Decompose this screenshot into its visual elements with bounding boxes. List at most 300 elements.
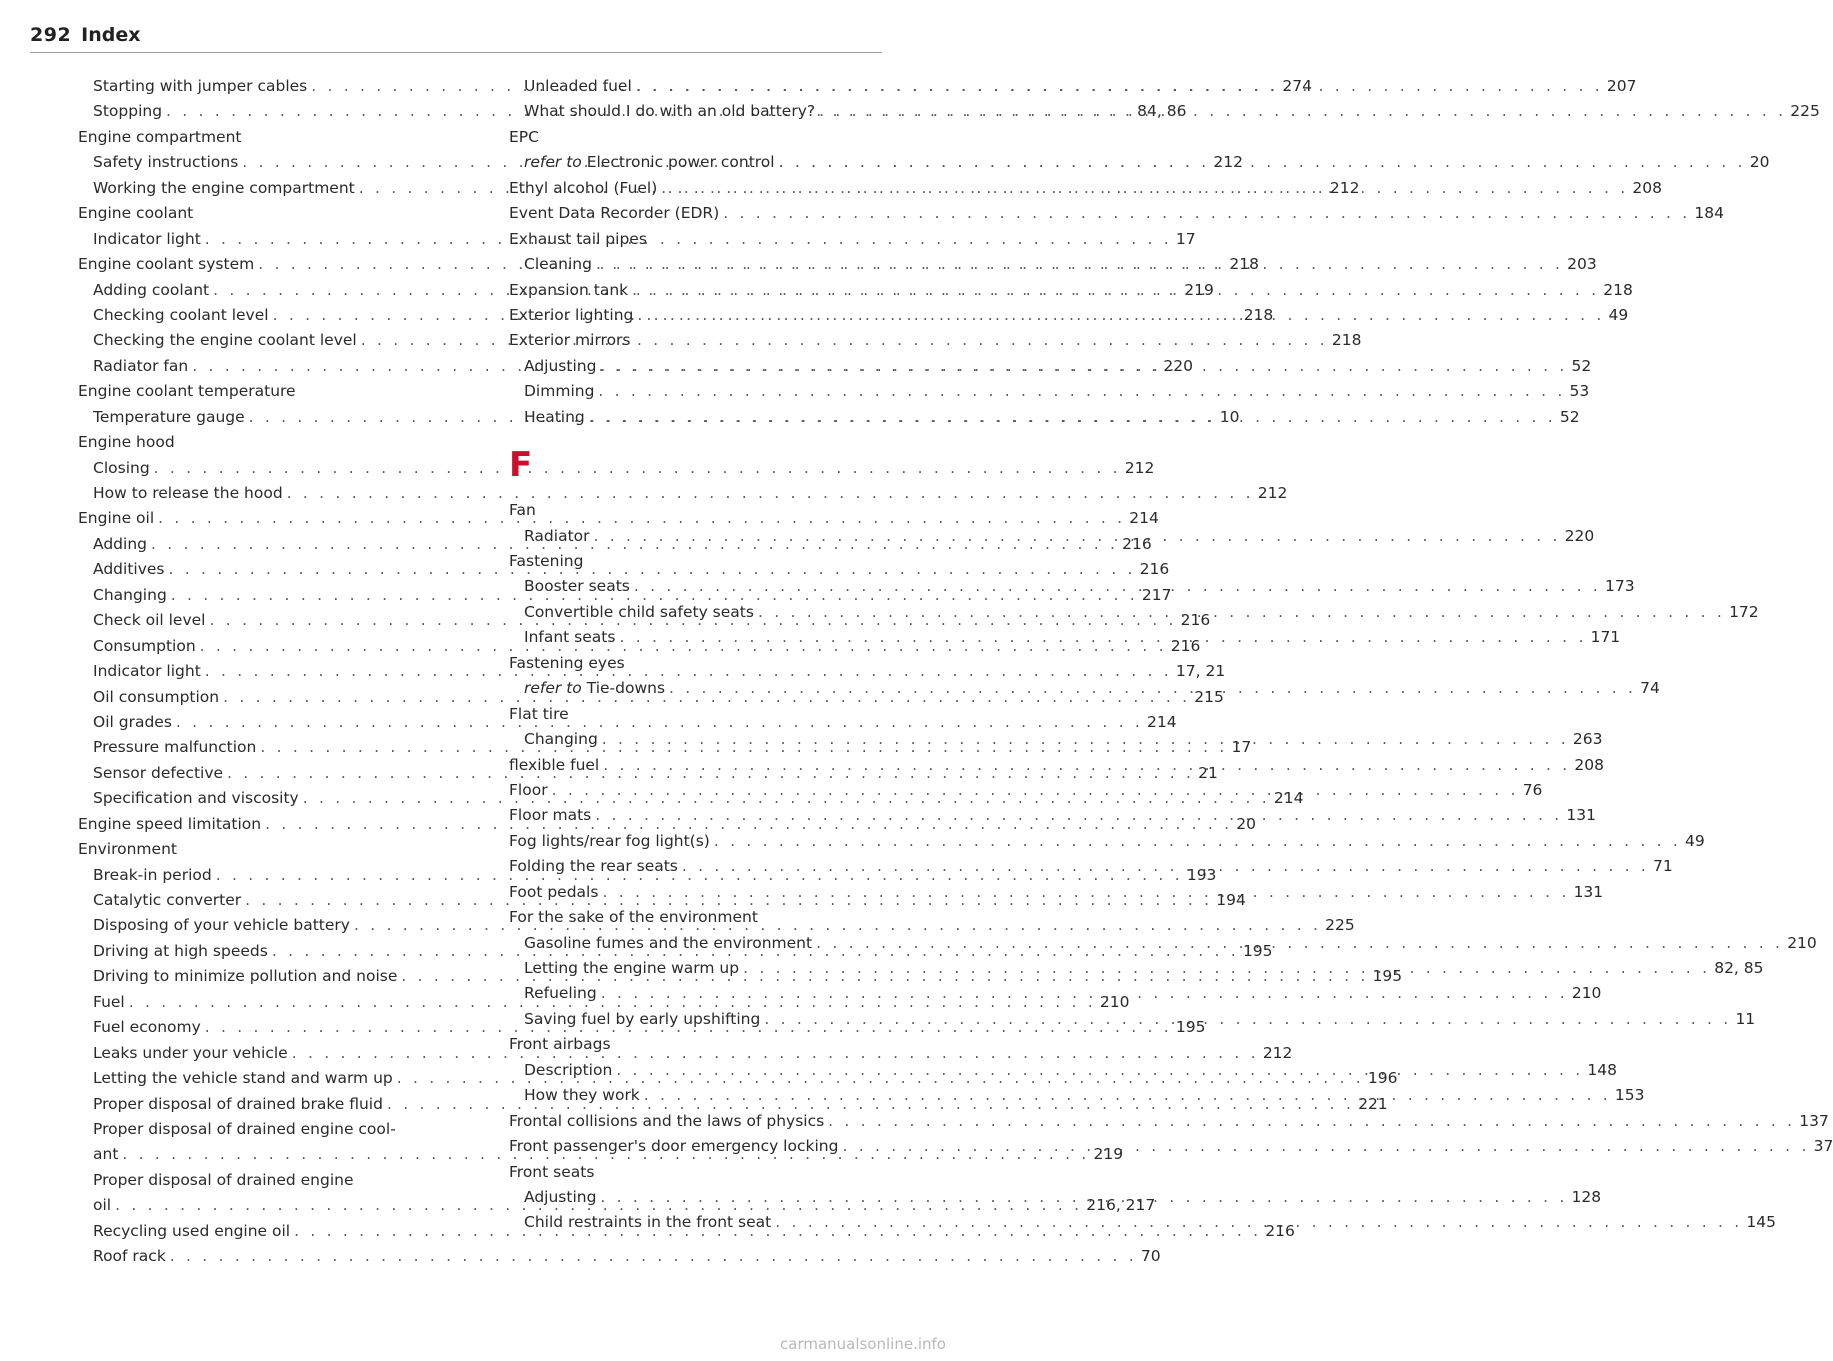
page-reference: 221 (1358, 1094, 1388, 1113)
index-term: Exhaust tail pipes (509, 229, 647, 248)
page-reference: 216 (1139, 560, 1170, 579)
dot-leader (598, 379, 1565, 404)
page-reference: 153 (1614, 1086, 1645, 1105)
index-heading (509, 1160, 882, 1185)
index-subentry (78, 1244, 1161, 1269)
index-term-text: Indicator light (93, 662, 201, 681)
page-reference: 219 (1093, 1145, 1124, 1164)
index-term (524, 74, 632, 99)
page-reference: 71 (1653, 857, 1673, 876)
cross-reference: refer to (524, 679, 582, 698)
page-reference: 214 (1147, 712, 1177, 731)
index-term (93, 1142, 118, 1167)
index-term-text: Starting with jumper cables (93, 77, 308, 95)
page-reference: 74 (1640, 679, 1660, 698)
page-reference: 216 (1180, 611, 1211, 630)
index-term (509, 829, 710, 854)
index-term (93, 1244, 166, 1269)
index-term (93, 1193, 111, 1218)
dot-leader (552, 778, 1519, 803)
dot-leader (595, 803, 1562, 828)
index-term-text: Foot pedals (509, 882, 599, 901)
page-reference: 218 (1229, 255, 1259, 274)
index-term-text: Dimming (524, 382, 595, 401)
page-reference: 196 (1367, 1069, 1398, 1088)
index-term (93, 685, 219, 710)
page-reference: 193 (1186, 865, 1217, 884)
index-term (93, 456, 150, 481)
dot-leader (758, 600, 1725, 625)
page-reference: 70 (1140, 1247, 1161, 1266)
page-reference: 195 (1372, 967, 1403, 986)
page-reference: 225 (1790, 102, 1820, 121)
index-term-text: Temperature gauge (93, 407, 245, 426)
dot-leader (596, 252, 1563, 277)
index-term (524, 354, 596, 379)
index-term (93, 913, 350, 938)
index-term (509, 201, 719, 226)
index-term-text: Floor (509, 780, 548, 799)
index-term-text: Safety instructions (93, 153, 239, 172)
dot-leader (723, 201, 1690, 226)
page-reference: 203 (1567, 255, 1597, 274)
index-term-text: Roof rack (93, 1247, 166, 1266)
index-term (93, 532, 147, 557)
index-term-text: Additives (93, 560, 165, 579)
index-heading (509, 905, 882, 930)
index-term-text: Oil grades (93, 712, 172, 731)
index-term-text: Break-in period (93, 865, 212, 884)
index-heading (78, 1168, 464, 1193)
dot-leader (743, 956, 1710, 981)
page-reference: 263 (1572, 730, 1603, 749)
index-term (93, 150, 238, 175)
page-number: 292 (30, 24, 72, 46)
index-entry (509, 829, 1705, 854)
index-term (93, 227, 201, 252)
index-subentry (509, 379, 1590, 404)
index-term: Fastening (509, 552, 584, 570)
index-heading (509, 1032, 882, 1057)
dot-leader (828, 1109, 1795, 1134)
dot-leader (636, 74, 1603, 99)
index-term-text: Adjusting (524, 1187, 597, 1206)
index-term (78, 812, 261, 837)
index-term (524, 956, 739, 981)
page-title: Index (81, 24, 141, 46)
index-term-text: Recycling used engine oil (93, 1221, 291, 1240)
index-term: Engine compartment (78, 127, 242, 146)
index-heading (509, 549, 882, 574)
index-term-text: How to release the hood (93, 484, 283, 502)
page-reference: 208 (1574, 755, 1604, 774)
index-heading (78, 430, 464, 455)
index-term (93, 964, 397, 989)
page-reference: 194 (1216, 891, 1246, 909)
dot-leader (600, 1185, 1567, 1210)
index-term: Exterior mirrors (509, 331, 631, 350)
index-term (78, 506, 154, 531)
page-reference: 148 (1587, 1060, 1617, 1079)
index-entry (509, 1109, 1829, 1134)
page-reference: 207 (1606, 77, 1637, 95)
page-reference: 212 (1329, 178, 1360, 197)
index-term (93, 74, 307, 99)
index-term-text: Engine oil (78, 509, 155, 528)
index-term-text: Convertible child safety seats (524, 602, 754, 621)
index-term (524, 379, 594, 404)
index-term (93, 303, 269, 328)
index-heading (509, 498, 882, 523)
index-term-text: Check oil level (93, 611, 206, 630)
index-term (509, 753, 599, 778)
dot-leader (589, 405, 1556, 430)
index-term-text: Pressure malfunction (93, 738, 257, 757)
dot-leader (634, 574, 1601, 599)
index-term (524, 676, 665, 701)
index-term (93, 1041, 288, 1066)
index-term-text: Exterior lighting (509, 305, 634, 324)
index-term-text: Expansion tank (509, 280, 629, 299)
index-term: For the sake of the environment (509, 908, 758, 927)
index-term-text: Gasoline fumes and the environment (524, 933, 813, 952)
index-term-text: Frontal collisions and the laws of physics (509, 1111, 825, 1130)
dot-leader (775, 1210, 1742, 1235)
dot-leader (632, 278, 1599, 303)
index-term-text: Checking the engine coolant level (93, 331, 357, 350)
page-reference: 173 (1604, 577, 1635, 596)
index-term-text: Stopping (93, 102, 163, 121)
index-term (509, 1134, 838, 1159)
cross-reference: refer to (524, 153, 582, 172)
index-term-text: Working the engine compartment (93, 178, 355, 197)
index-term-text: Changing (524, 730, 598, 749)
page-reference: 137 (1799, 1111, 1829, 1130)
page-reference: 49 (1684, 831, 1705, 850)
index-term (93, 481, 283, 506)
index-term (93, 761, 223, 786)
index-term-text: Consumption (93, 636, 196, 655)
dot-leader (637, 303, 1604, 328)
page-reference: 217 (1141, 585, 1172, 604)
page-reference: 215 (1194, 687, 1224, 706)
dot-leader (602, 880, 1569, 905)
index-term (524, 1007, 760, 1032)
index-term-text: Radiator fan (93, 356, 189, 375)
index-term-text: Cleaning (524, 255, 592, 274)
index-subentry (78, 481, 1288, 506)
index-term (93, 1015, 201, 1040)
dot-leader (816, 931, 1783, 956)
index-term-text: Engine speed limitation (78, 814, 262, 833)
page-reference: 11 (1735, 1009, 1756, 1028)
index-term (93, 328, 357, 353)
index-term (93, 634, 196, 659)
index-term-text: Electronic power control (586, 153, 775, 172)
index-heading (78, 125, 464, 150)
index-term-text: Indicator light (93, 229, 201, 248)
page-reference: 216 (1170, 636, 1201, 655)
index-term-text: Specification and viscosity (93, 789, 299, 808)
dot-leader (661, 176, 1628, 201)
index-term (93, 888, 241, 913)
page-reference: 171 (1590, 628, 1621, 647)
page-reference: 17 (1231, 738, 1252, 757)
index-heading (78, 1117, 464, 1142)
index-term (509, 303, 633, 328)
dot-leader (779, 150, 1746, 175)
index-term (93, 939, 268, 964)
index-term (509, 880, 598, 905)
index-term (524, 1185, 596, 1210)
index-term-text: Refueling (524, 984, 597, 1003)
index-term-text: Catalytic converter (93, 891, 242, 909)
index-term (93, 583, 167, 608)
page-reference: 225 (1325, 916, 1355, 935)
page-reference: 84, 86 (1137, 102, 1187, 121)
index-term (509, 854, 678, 879)
index-term-text: Letting the engine warm up (524, 959, 740, 977)
dot-leader (819, 99, 1786, 124)
page-reference: 53 (1569, 382, 1590, 401)
index-term (524, 1083, 640, 1108)
index-term (93, 659, 201, 684)
page-reference: 218 (1603, 280, 1633, 299)
index-term-text: Adding (93, 534, 147, 553)
index-term: EPC (509, 127, 539, 146)
page-reference: 145 (1746, 1213, 1776, 1232)
index-term (93, 735, 256, 760)
index-term-text: Booster seats (524, 577, 630, 596)
index-term (509, 803, 591, 828)
index-term-text: Event Data Recorder (EDR) (509, 204, 720, 223)
index-heading (78, 201, 464, 226)
index-heading (509, 702, 882, 727)
dot-leader (714, 829, 1681, 854)
index-heading (78, 379, 464, 404)
index-term (93, 354, 188, 379)
index-term (93, 99, 162, 124)
index-term: Proper disposal of drained engine (93, 1170, 354, 1189)
index-term (93, 1092, 383, 1117)
dot-leader (603, 753, 1570, 778)
page-reference: 208 (1632, 178, 1662, 197)
index-term-text: Fuel economy (93, 1018, 201, 1037)
index-term (509, 778, 548, 803)
index-term (524, 931, 812, 956)
page-reference: 184 (1694, 204, 1724, 223)
index-term-text: Front passenger's door emergency locking (509, 1137, 839, 1156)
page-reference: 195 (1175, 1018, 1206, 1037)
index-term-text: Fog lights/rear fog light(s) (509, 831, 710, 850)
index-heading (509, 125, 882, 150)
index-term-text: oil (93, 1196, 112, 1215)
index-heading (78, 837, 464, 862)
index-term (93, 863, 212, 888)
index-term: Engine coolant (78, 204, 194, 223)
page-reference: 218 (1331, 331, 1362, 350)
index-heading (509, 651, 882, 676)
page-reference: 214 (1273, 789, 1304, 808)
index-term (93, 557, 164, 582)
page-reference: 76 (1522, 780, 1543, 799)
index-term (78, 252, 254, 277)
page-reference: 172 (1729, 602, 1759, 621)
index-term (524, 727, 598, 752)
page-reference: 220 (1163, 356, 1193, 375)
index-term (524, 1058, 612, 1083)
dot-leader (616, 1058, 1583, 1083)
index-term (524, 1210, 771, 1235)
index-term (93, 1219, 290, 1244)
index-term-text: Proper disposal of drained brake fluid (93, 1094, 383, 1113)
index-term-text: Driving at high speeds (93, 941, 268, 960)
index-term-text: Adding coolant (93, 280, 210, 299)
index-term-text: Ethyl alcohol (Fuel) (509, 178, 658, 197)
index-subentry (78, 456, 1155, 481)
page-reference: 212 (1124, 458, 1155, 477)
index-term-text: Fuel (93, 992, 125, 1011)
page-reference: 52 (1559, 407, 1580, 426)
page-reference: 220 (1564, 526, 1595, 545)
page-reference: 212 (1262, 1043, 1293, 1062)
page-reference: 49 (1608, 305, 1629, 324)
index-term (524, 524, 590, 549)
dot-leader (170, 1244, 1137, 1269)
index-term-text: Child restraints in the front seat (524, 1213, 772, 1232)
index-heading (509, 328, 882, 353)
dot-leader (619, 625, 1586, 650)
index-term-text: Letting the vehicle stand and warm up (93, 1069, 393, 1088)
index-term: Front seats (509, 1162, 595, 1181)
index-term (93, 608, 206, 633)
index-term-text: Disposing of your vehicle battery (93, 916, 350, 935)
page-reference: 216 (1265, 1221, 1295, 1240)
index-term-text: ant (93, 1145, 119, 1164)
page-header (30, 24, 882, 46)
index-term-text: Infant seats (524, 628, 616, 647)
index-term (93, 405, 245, 430)
page-reference: 210 (1787, 933, 1817, 952)
index-term-text: Heating (524, 407, 585, 426)
dot-leader (842, 1134, 1809, 1159)
page-reference: 131 (1566, 806, 1596, 825)
page-reference: 37 (1813, 1137, 1833, 1156)
page-reference: 219 (1184, 280, 1214, 299)
index-term-text: Checking coolant level (93, 305, 269, 324)
index-term: Engine coolant temperature (78, 382, 296, 401)
dot-leader (764, 1007, 1731, 1032)
index-term-text: Adjusting (524, 356, 597, 375)
index-heading (509, 227, 882, 252)
index-term: Proper disposal of drained engine cool- (93, 1119, 396, 1138)
index-term (93, 786, 299, 811)
page-reference: 274 (1282, 77, 1312, 95)
page-reference: 216, 217 (1086, 1196, 1156, 1215)
page-reference: 195 (1242, 941, 1273, 960)
index-term-text: Closing (93, 458, 150, 477)
index-term (509, 1109, 824, 1134)
index-term (93, 990, 125, 1015)
dot-leader (669, 676, 1636, 701)
page-reference: 131 (1573, 882, 1604, 901)
index-term (524, 150, 775, 175)
index-term-text: flexible fuel (509, 755, 600, 774)
index-term-text: How they work (524, 1086, 640, 1105)
index-subentry (509, 981, 1602, 1006)
index-term-text: Sensor defective (93, 763, 224, 782)
index-term: Fastening eyes (509, 653, 625, 672)
index-term-text: What should I do with an old battery? (524, 102, 816, 121)
dot-leader (600, 354, 1567, 379)
index-term: Environment (78, 840, 177, 859)
index-term (524, 99, 815, 124)
index-term-text: Engine coolant system (78, 255, 255, 274)
index-term-text: Oil consumption (93, 687, 220, 706)
index-term-text: Saving fuel by early upshifting (524, 1009, 761, 1028)
page-reference: 210 (1099, 992, 1130, 1011)
page-reference: 212 (1257, 484, 1288, 502)
page-reference: 214 (1129, 509, 1159, 528)
index-term-text: Changing (93, 585, 167, 604)
header-rule (30, 52, 882, 53)
page-reference: 218 (1243, 305, 1274, 324)
dot-leader (602, 727, 1569, 752)
page-reference: 212 (1213, 153, 1243, 172)
index-term (93, 710, 172, 735)
index-term (524, 625, 615, 650)
page-reference: 17 (1175, 229, 1196, 248)
index-term-text: Leaks under your vehicle (93, 1043, 288, 1062)
page-reference: 128 (1571, 1187, 1602, 1206)
index-term: Front airbags (509, 1035, 611, 1054)
dot-leader (601, 981, 1568, 1006)
index-term (509, 278, 628, 303)
page-reference: 20 (1749, 153, 1770, 172)
index-term (93, 1066, 393, 1091)
index-entry (509, 201, 1724, 226)
page-reference: 216 (1122, 534, 1152, 553)
page-reference: 52 (1571, 356, 1592, 375)
page-reference: 10 (1219, 407, 1240, 426)
index-term: Fan (509, 501, 536, 520)
page-reference: 20 (1236, 814, 1256, 833)
index-term (524, 600, 754, 625)
page-reference: 21 (1198, 763, 1218, 782)
index-term-text: Unleaded fuel (524, 77, 632, 95)
section-letter: F (509, 445, 533, 486)
page-reference: 82, 85 (1714, 959, 1764, 977)
index-term (524, 574, 630, 599)
index-term (93, 176, 355, 201)
index-term: Flat tire (509, 704, 569, 723)
index-term (524, 252, 592, 277)
watermark: carmanualsonline.info (780, 1335, 946, 1353)
page-reference: 210 (1571, 984, 1602, 1003)
index-term-text: Description (524, 1060, 613, 1079)
dot-leader (644, 1083, 1611, 1108)
index-term (509, 176, 657, 201)
index-term-text: Radiator (524, 526, 590, 545)
index-term: Engine hood (78, 433, 175, 452)
index-term (524, 981, 597, 1006)
index-term-text: Tie-downs (586, 679, 666, 698)
dot-leader (594, 524, 1561, 549)
index-term-text: Folding the rear seats (509, 857, 678, 876)
index-term-text: Driving to minimize pollution and noise (93, 967, 398, 986)
page-reference: 17, 21 (1175, 662, 1226, 681)
index-term-text: Floor mats (509, 806, 592, 825)
